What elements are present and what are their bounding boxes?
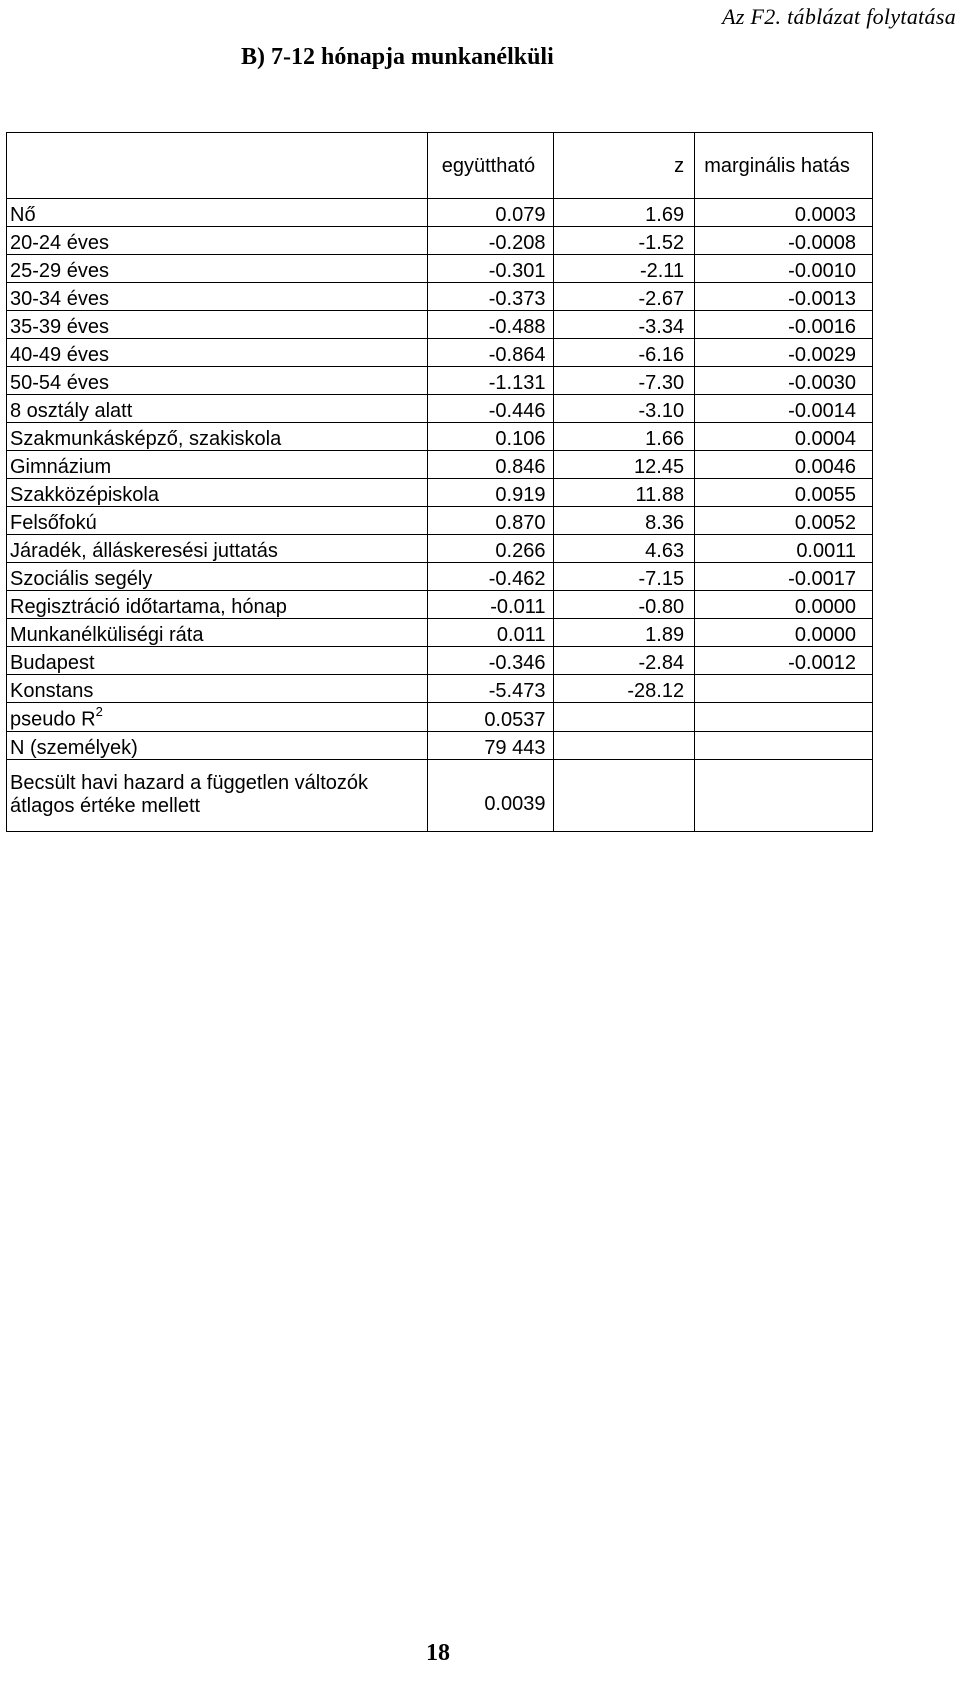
coefficient-cell: -0.488: [428, 311, 554, 339]
row-label: Járadék, álláskeresési juttatás: [7, 535, 428, 563]
row-label: N (személyek): [7, 731, 428, 759]
row-label: 25-29 éves: [7, 255, 428, 283]
z-cell: 1.69: [554, 199, 695, 227]
coefficient-cell: -0.011: [428, 591, 554, 619]
coefficient-cell: 0.870: [428, 507, 554, 535]
table-row: [7, 367, 873, 395]
table-row: [7, 479, 873, 507]
coefficient-cell: -0.446: [428, 395, 554, 423]
marginal-effect-cell: [695, 675, 873, 703]
coefficient-cell: 0.011: [428, 619, 554, 647]
marginal-effect-cell: -0.0017: [695, 563, 873, 591]
z-cell: 1.89: [554, 619, 695, 647]
row-label: 50-54 éves: [7, 367, 428, 395]
table-row-hazard: [7, 759, 873, 831]
z-cell: -7.15: [554, 563, 695, 591]
marginal-effect-cell: 0.0000: [695, 591, 873, 619]
marginal-effect-cell: -0.0008: [695, 227, 873, 255]
marginal-effect-cell: 0.0011: [695, 535, 873, 563]
section-title: B) 7-12 hónapja munkanélküli: [241, 44, 554, 70]
row-label: Nő: [7, 199, 428, 227]
z-cell: -3.34: [554, 311, 695, 339]
coefficient-cell: -0.864: [428, 339, 554, 367]
table-row: [7, 591, 873, 619]
table-row: [7, 283, 873, 311]
row-label: Becsült havi hazard a független változók átlagos értéke mellett: [7, 759, 428, 831]
row-label: Munkanélküliségi ráta: [7, 619, 428, 647]
table-row-n: [7, 731, 873, 759]
table-row: [7, 227, 873, 255]
marginal-effect-cell: 0.0003: [695, 199, 873, 227]
coefficient-cell: 0.919: [428, 479, 554, 507]
row-label: Konstans: [7, 675, 428, 703]
table-row: [7, 619, 873, 647]
marginal-effect-cell: -0.0014: [695, 395, 873, 423]
table-row: [7, 199, 873, 227]
row-label: Budapest: [7, 647, 428, 675]
z-cell: -7.30: [554, 367, 695, 395]
row-label: 40-49 éves: [7, 339, 428, 367]
column-header-z: z: [554, 133, 695, 199]
table-row: [7, 451, 873, 479]
marginal-effect-cell: -0.0010: [695, 255, 873, 283]
empty-cell: [554, 731, 695, 759]
z-cell: -2.11: [554, 255, 695, 283]
coefficient-cell: -0.373: [428, 283, 554, 311]
table-body: [7, 133, 873, 832]
z-cell: 4.63: [554, 535, 695, 563]
table-header-row: [7, 133, 873, 199]
marginal-effect-cell: -0.0016: [695, 311, 873, 339]
results-table: [6, 132, 873, 832]
pseudo-r2-label: pseudo R: [10, 708, 96, 731]
empty-cell: [695, 731, 873, 759]
row-label: Regisztráció időtartama, hónap: [7, 591, 428, 619]
coefficient-cell: -0.208: [428, 227, 554, 255]
table-row: [7, 507, 873, 535]
pseudo-r2-superscript: 2: [95, 704, 103, 719]
table-row: [7, 311, 873, 339]
row-label: [7, 703, 428, 732]
n-value: 79 443: [428, 731, 554, 759]
marginal-effect-cell: 0.0055: [695, 479, 873, 507]
table-row: [7, 535, 873, 563]
empty-cell: [554, 759, 695, 831]
coefficient-cell: 0.079: [428, 199, 554, 227]
row-label: Felsőfokú: [7, 507, 428, 535]
z-cell: 1.66: [554, 423, 695, 451]
z-cell: -2.67: [554, 283, 695, 311]
page-number: 18: [426, 1640, 450, 1666]
z-cell: -0.80: [554, 591, 695, 619]
marginal-effect-cell: 0.0000: [695, 619, 873, 647]
row-label: Gimnázium: [7, 451, 428, 479]
z-cell: 11.88: [554, 479, 695, 507]
marginal-effect-cell: -0.0030: [695, 367, 873, 395]
hazard-value: 0.0039: [428, 759, 554, 831]
z-cell: -3.10: [554, 395, 695, 423]
marginal-effect-cell: -0.0029: [695, 339, 873, 367]
column-header-marginal-effect: marginális hatás: [695, 133, 873, 199]
empty-cell: [695, 703, 873, 732]
table-row: [7, 647, 873, 675]
row-label: 30-34 éves: [7, 283, 428, 311]
z-cell: -2.84: [554, 647, 695, 675]
coefficient-cell: 0.266: [428, 535, 554, 563]
coefficient-cell: 0.846: [428, 451, 554, 479]
table-row: [7, 423, 873, 451]
coefficient-cell: 0.106: [428, 423, 554, 451]
column-header-label: [7, 133, 428, 199]
table-row: [7, 675, 873, 703]
column-header-coefficient: együttható: [428, 133, 554, 199]
coefficient-cell: -5.473: [428, 675, 554, 703]
table-row-pseudo-r2: [7, 703, 873, 732]
row-label: 8 osztály alatt: [7, 395, 428, 423]
z-cell: -1.52: [554, 227, 695, 255]
empty-cell: [554, 703, 695, 732]
row-label: Szakközépiskola: [7, 479, 428, 507]
coefficient-cell: -0.301: [428, 255, 554, 283]
table-row: [7, 255, 873, 283]
z-cell: -6.16: [554, 339, 695, 367]
marginal-effect-cell: -0.0013: [695, 283, 873, 311]
marginal-effect-cell: 0.0052: [695, 507, 873, 535]
empty-cell: [695, 759, 873, 831]
row-label: 20-24 éves: [7, 227, 428, 255]
row-label: Szociális segély: [7, 563, 428, 591]
z-cell: 8.36: [554, 507, 695, 535]
table-row: [7, 395, 873, 423]
coefficient-cell: -0.462: [428, 563, 554, 591]
marginal-effect-cell: -0.0012: [695, 647, 873, 675]
row-label: Szakmunkásképző, szakiskola: [7, 423, 428, 451]
row-label: 35-39 éves: [7, 311, 428, 339]
coefficient-cell: -0.346: [428, 647, 554, 675]
table-continuation-note: Az F2. táblázat folytatása: [722, 4, 956, 29]
z-cell: 12.45: [554, 451, 695, 479]
coefficient-cell: -1.131: [428, 367, 554, 395]
pseudo-r2-value: 0.0537: [428, 703, 554, 732]
z-cell: -28.12: [554, 675, 695, 703]
marginal-effect-cell: 0.0004: [695, 423, 873, 451]
table-row: [7, 563, 873, 591]
table-row: [7, 339, 873, 367]
marginal-effect-cell: 0.0046: [695, 451, 873, 479]
